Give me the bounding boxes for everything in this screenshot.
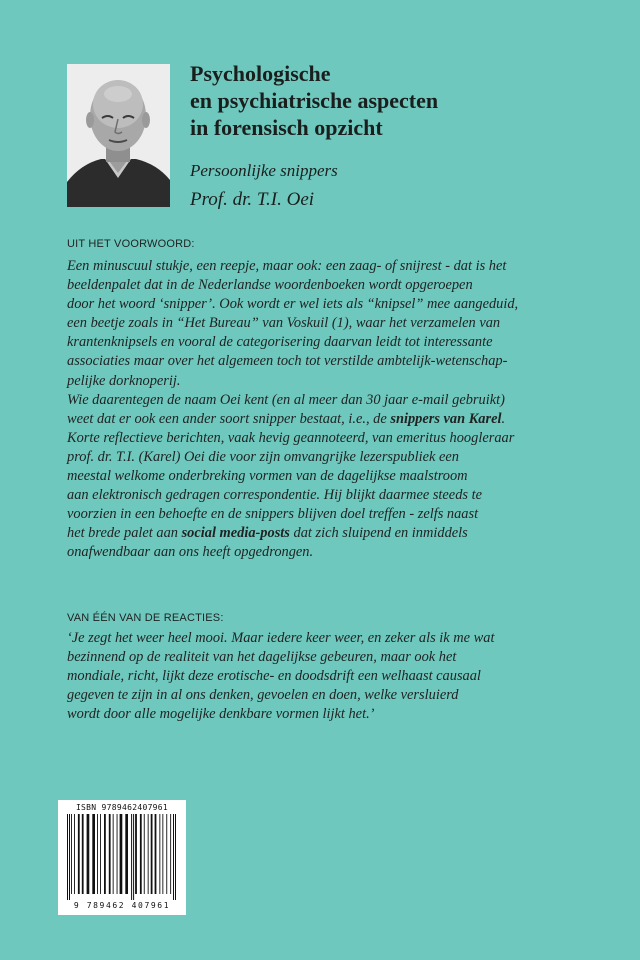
barcode-bar: [74, 814, 75, 894]
text-line: [67, 524, 587, 543]
reactions-heading: VAN ÉÉN VAN DE REACTIES:: [67, 612, 224, 624]
foreword-heading: UIT HET VOORWOORD:: [67, 238, 195, 250]
barcode-bar: [159, 814, 160, 894]
text-line: bezinnend op de realiteit van het dagelijkse gebeuren, maar ook het: [67, 649, 457, 666]
barcode-bar: [131, 814, 132, 900]
barcode-bar: [117, 814, 118, 894]
reaction-quote: [67, 629, 587, 724]
emphasis-social-media-posts: social media-posts: [181, 525, 290, 542]
barcode-bar: [109, 814, 111, 894]
text-line: [67, 410, 587, 429]
isbn-barcode: [58, 800, 186, 915]
barcode-bar: [71, 814, 72, 894]
barcode-bar: [148, 814, 149, 894]
book-author: Prof. dr. T.I. Oei: [190, 189, 315, 210]
barcode-bar: [87, 814, 90, 894]
barcode-bar: [78, 814, 80, 894]
text-line: gegeven te zijn in al ons denken, gevoelen en doen, welke versluierd: [67, 687, 459, 704]
text-fragment: het brede palet aan: [67, 525, 182, 542]
foreword-text: [67, 257, 587, 563]
barcode-bar: [140, 814, 142, 894]
emphasis-snippers-van-karel: snippers van Karel: [390, 410, 502, 427]
text-line: ‘Je zegt het weer heel mooi. Maar iedere keer weer, en zeker als ik me wat: [67, 630, 495, 646]
text-line: een beetje zoals in “Het Bureau” van Voskuil (1), waar het verzamelen van: [67, 315, 501, 332]
author-portrait-illustration: [67, 64, 170, 207]
text-line: prof. dr. T.I. (Karel) Oei die voor zijn omvangrijke lezerspubliek een: [67, 448, 459, 465]
barcode-bar: [120, 814, 123, 894]
author-portrait-photo: [67, 64, 170, 207]
text-line: pelijke dorknoperij.: [67, 372, 181, 389]
text-line: voorzien in een behoefte en de snippers blijven doel treffen - zelfs naast: [67, 506, 479, 523]
text-fragment: weet dat er ook een ander soort snipper bestaat, i.e., de: [67, 410, 391, 427]
barcode-bar: [173, 814, 174, 900]
barcode-bar: [67, 814, 68, 900]
barcode-bars: [65, 814, 179, 900]
book-title-line: en psychiatrische aspecten: [190, 88, 439, 113]
text-fragment: dat zich sluipend en inmiddels: [289, 525, 468, 542]
book-title: [190, 60, 610, 141]
barcode-bar: [133, 814, 134, 900]
text-line: Een minuscuul stukje, een reepje, maar ook: een zaag- of snijrest - dat is het: [67, 258, 507, 274]
barcode-bar: [175, 814, 176, 900]
text-line: wordt door alle mogelijke denkbare vormen lijkt het.’: [67, 706, 375, 723]
barcode-bar: [170, 814, 171, 894]
book-title-line: Psychologische: [190, 61, 331, 86]
barcode-bar: [97, 814, 98, 894]
text-line: krantenknipsels en vooral de categorisering daarvan leidt tot interessante: [67, 334, 493, 351]
text-line: onafwendbaar aan ons heeft opgedrongen.: [67, 544, 314, 561]
barcode-bar: [166, 814, 167, 894]
text-line: mondiale, richt, lijkt deze erotische- en doodsdrift een welhaast causaal: [67, 668, 481, 685]
barcode-bar: [162, 814, 163, 894]
barcode-bar: [113, 814, 114, 894]
text-fragment: .: [501, 410, 506, 427]
text-line: meestal welkome onderbreking vormen van de dagelijkse maalstroom: [67, 468, 468, 485]
text-line: door het woord ‘snipper’. Ook wordt er wel iets als “knipsel” mee aangeduid,: [67, 296, 519, 313]
barcode-digits: 9 789462 407961: [73, 901, 171, 910]
text-line: Korte reflectieve berichten, vaak hevig geannoteerd, van emeritus hoogleraar: [67, 429, 515, 446]
barcode-bar: [104, 814, 106, 894]
barcode-bar: [82, 814, 84, 894]
barcode-bar: [125, 814, 128, 894]
barcode-bar: [155, 814, 157, 894]
barcode-bar: [144, 814, 145, 894]
barcode-bar: [135, 814, 137, 894]
isbn-label: ISBN 9789462407961: [75, 803, 169, 812]
text-line: Wie daarentegen de naam Oei kent (en al meer dan 30 jaar e-mail gebruikt): [67, 391, 505, 408]
barcode-bar: [92, 814, 95, 894]
barcode-bar: [100, 814, 101, 894]
barcode-bar: [151, 814, 153, 894]
text-line: beeldenpalet dat in de Nederlandse woordenboeken wordt opgeroepen: [67, 277, 473, 294]
text-line: associaties maar over het algemeen toch tot verstilde ambtelijk-wetenschap-: [67, 353, 508, 370]
book-subtitle: Persoonlijke snippers: [190, 161, 338, 180]
text-line: aan elektronisch gedragen correspondentie. Hij blijkt daarmee steeds te: [67, 487, 482, 504]
book-title-line: in forensisch opzicht: [190, 115, 383, 140]
barcode-bar: [69, 814, 70, 900]
